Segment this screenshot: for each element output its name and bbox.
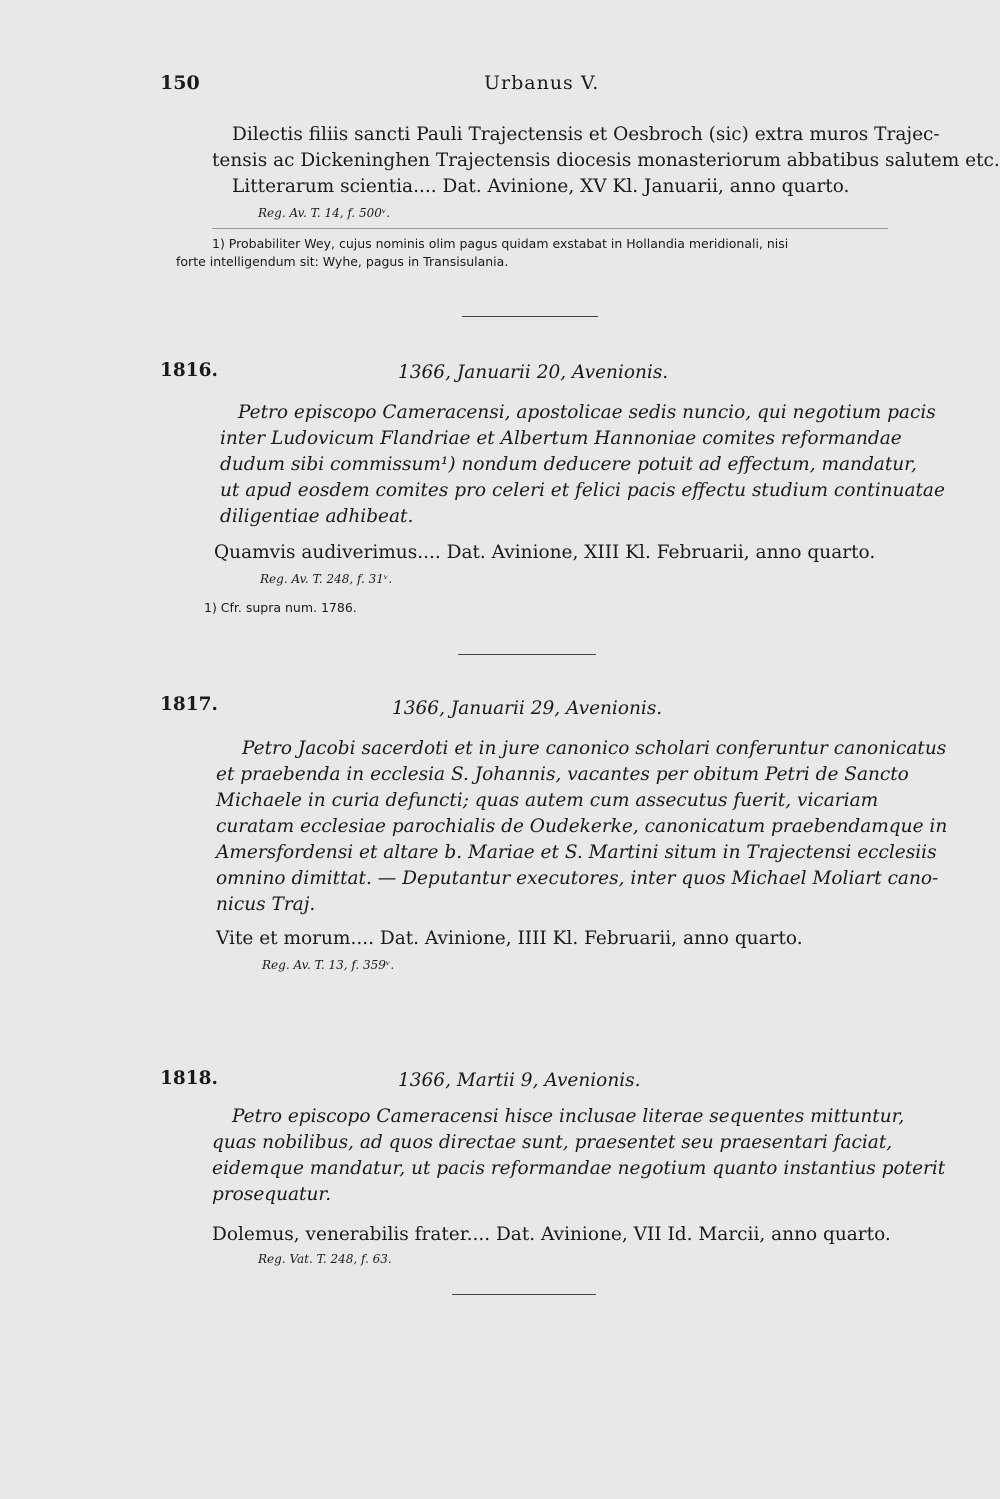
summary-line: nicus Traj. bbox=[216, 894, 316, 915]
footnote-line: forte intelligendum sit: Wyhe, pagus in Transisulania. bbox=[176, 254, 509, 269]
footnote-line: 1) Probabiliter Wey, cujus nominis olim pagus quidam exstabat in Hollandia meridionali, nisi bbox=[212, 236, 789, 251]
summary-line: dudum sibi commissum¹) nondum deducere potuit ad effectum, mandatur, bbox=[220, 454, 917, 475]
top-letter-line: Dilectis filiis sancti Pauli Trajectensis et Oesbroch (sic) extra muros Trajec- bbox=[232, 124, 940, 145]
summary-line: curatam ecclesiae parochialis de Oudekerke, canonicatum praebendamque in bbox=[216, 816, 948, 837]
summary-line: inter Ludovicum Flandriae et Albertum Hannoniae comites reformandae bbox=[220, 428, 902, 449]
summary-line: Petro Jacobi sacerdoti et in jure canonico scholari conferuntur canonicatus bbox=[242, 738, 947, 759]
summary-line: omnino dimittat. — Deputantur executores, inter quos Michael Moliart cano- bbox=[216, 868, 939, 889]
summary-line: eidemque mandatur, ut pacis reformandae negotium quanto instantius poterit bbox=[212, 1158, 946, 1179]
entry-incipit: Quamvis audiverimus.... Dat. Avinione, XIII Kl. Februarii, anno quarto. bbox=[214, 542, 876, 563]
entry-summary bbox=[208, 400, 945, 530]
entry-incipit: Vite et morum.... Dat. Avinione, IIII Kl. Februarii, anno quarto. bbox=[216, 928, 803, 949]
register-reference: Reg. Av. T. 13, f. 359ᵛ. bbox=[262, 958, 395, 972]
entry-summary bbox=[216, 736, 947, 918]
summary-line: Amersfordensi et altare b. Mariae et S. Martini situm in Trajectensi ecclesiis bbox=[216, 842, 937, 863]
summary-line: Petro episcopo Cameracensi hisce inclusae literae sequentes mittuntur, bbox=[232, 1106, 905, 1127]
running-title: Urbanus V. bbox=[484, 72, 600, 94]
summary-line: Michaele in curia defuncti; quas autem cum assecutus fuerit, vicariam bbox=[216, 790, 879, 811]
footnote-line: 1) Cfr. supra num. 1786. bbox=[204, 600, 357, 615]
summary-line: Petro episcopo Cameracensi, apostolicae sedis nuncio, qui negotium pacis bbox=[238, 402, 936, 423]
entry-incipit: Dolemus, venerabilis frater.... Dat. Avinione, VII Id. Marcii, anno quarto. bbox=[212, 1224, 891, 1245]
top-letter-line: Litterarum scientia.... Dat. Avinione, XV Kl. Januarii, anno quarto. bbox=[232, 176, 850, 197]
page-number: 150 bbox=[160, 72, 200, 94]
register-reference: Reg. Av. T. 14, f. 500ᵛ. bbox=[258, 206, 391, 220]
register-reference: Reg. Av. T. 248, f. 31ᵛ. bbox=[260, 572, 393, 586]
entry-number: 1816. bbox=[160, 360, 218, 381]
summary-line: ut apud eosdem comites pro celeri et felici pacis effectu studium continuatae bbox=[220, 480, 945, 501]
top-letter-line: tensis ac Dickeninghen Trajectensis diocesis monasteriorum abbatibus salutem etc. bbox=[212, 150, 1000, 171]
entry-date: 1366, Martii 9, Avenionis. bbox=[398, 1070, 641, 1091]
summary-line: diligentiae adhibeat. bbox=[220, 506, 414, 527]
entry-number: 1818. bbox=[160, 1068, 218, 1089]
entry-date: 1366, Januarii 29, Avenionis. bbox=[392, 698, 663, 719]
summary-line: quas nobilibus, ad quos directae sunt, praesentet seu praesentari faciat, bbox=[212, 1132, 893, 1153]
entry-date: 1366, Januarii 20, Avenionis. bbox=[398, 362, 669, 383]
summary-line: prosequatur. bbox=[212, 1184, 332, 1205]
section-divider bbox=[452, 1294, 596, 1295]
section-divider bbox=[462, 316, 598, 317]
entry-summary bbox=[212, 1104, 945, 1208]
footnote-rule bbox=[212, 228, 888, 229]
section-divider bbox=[458, 654, 596, 655]
register-reference: Reg. Vat. T. 248, f. 63. bbox=[258, 1252, 392, 1266]
entry-number: 1817. bbox=[160, 694, 218, 715]
summary-line: et praebenda in ecclesia S. Johannis, vacantes per obitum Petri de Sancto bbox=[216, 764, 909, 785]
